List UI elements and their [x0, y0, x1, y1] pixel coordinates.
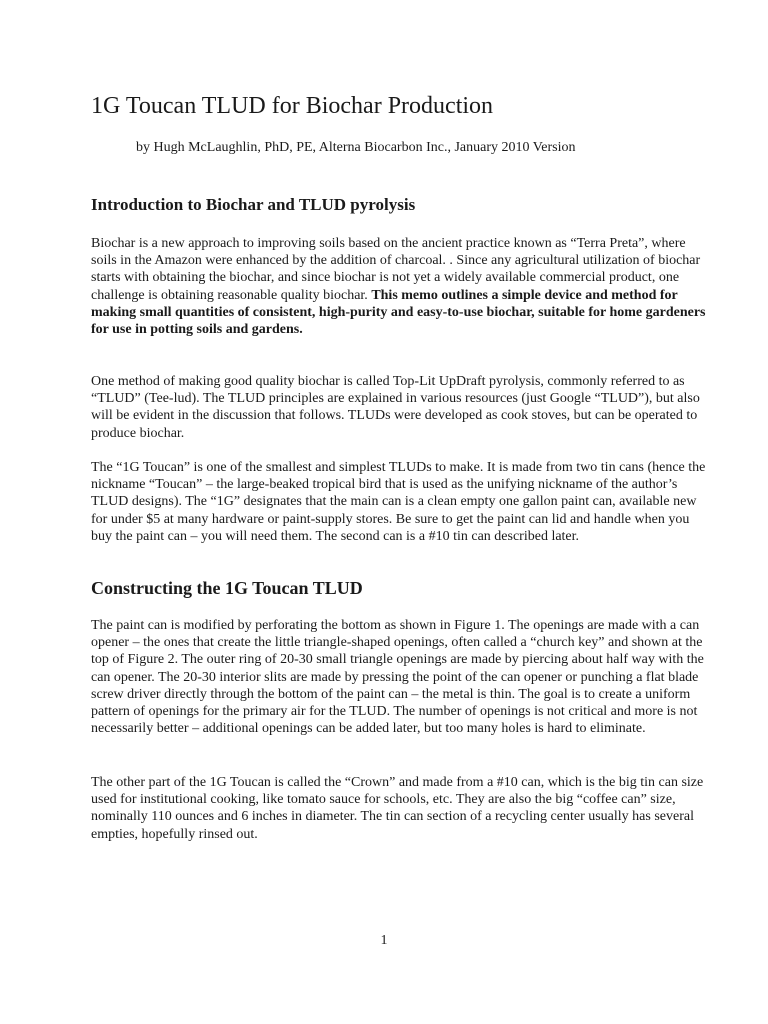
section-heading-constructing: Constructing the 1G Toucan TLUD	[91, 578, 363, 598]
paragraph-paint-can-perforation: The paint can is modified by perforating the bottom as shown in Figure 1. The openings are made with a can opener – the ones that create the little triangle-shaped openings, often called a “church key” and shown at the top of Figure 2. The outer ring of 20-30 small triangle openings are made by piercing about half way with the can opener. The 20-30 interior slits are made by pressing the point of the can opener or punching a flat blade screw driver directly through the bottom of the paint can – the metal is thin. The goal is to create a uniform pattern of openings for the primary air for the TLUD. The number of openings is not critical and more is not necessarily better – additional openings can be added later, but too many holes is hard to eliminate.	[91, 618, 704, 737]
author-byline: by Hugh McLaughlin, PhD, PE, Alterna Biocarbon Inc., January 2010 Version	[136, 140, 576, 155]
paragraph-text: Biochar is a new approach to improving soils based on the ancient practice known as “Terra Preta”, where soils in the Amazon were enhanced by the addition of charcoal. . Since any agricultural utilization of biochar starts with obtaining the biochar, and since biochar is not yet a widely available commercial product, one challenge is obtaining reasonable quality biochar.	[91, 236, 701, 303]
paragraph-1g-toucan: The “1G Toucan” is one of the smallest and simplest TLUDs to make. It is made from two tin cans (hence the nickname “Toucan” – the large-beaked tropical bird that is used as the unifying nickname of the author’s TLUD designs). The “1G” designates that the main can is a clean empty one gallon paint can, available new for under $5 at many hardware or paint-supply stores. Be sure to get the paint can lid and handle when you buy the paint can – you will need them. The second can is a #10 tin can described later.	[91, 460, 706, 544]
paragraph-biochar-intro	[91, 235, 708, 338]
memo-purpose-bold-text: This memo outlines a simple device and method for making small quantities of consistent, high-purity and easy-to-use biochar, suitable for home gardeners for use in potting soils and gardens.	[91, 287, 706, 338]
paragraph-tlud-method: One method of making good quality biochar is called Top-Lit UpDraft pyrolysis, commonly referred to as “TLUD” (Tee-lud). The TLUD principles are explained in various resources (just Google “TLUD”), but also will be evident in the discussion that follows. TLUDs were developed as cook stoves, but can be operated to produce biochar.	[91, 374, 700, 441]
page-number: 1	[380, 933, 388, 948]
document-title: 1G Toucan TLUD for Biochar Production	[91, 93, 494, 119]
paragraph-crown-can: The other part of the 1G Toucan is called the “Crown” and made from a #10 can, which is the big tin can size used for institutional cooking, like tomato sauce for schools, etc. They are also the big “coffee can” size, nominally 110 ounces and 6 inches in diameter. The tin can section of a recycling center usually has several empties, hopefully rinsed out.	[91, 775, 704, 842]
section-heading-introduction: Introduction to Biochar and TLUD pyrolysis	[91, 195, 416, 214]
